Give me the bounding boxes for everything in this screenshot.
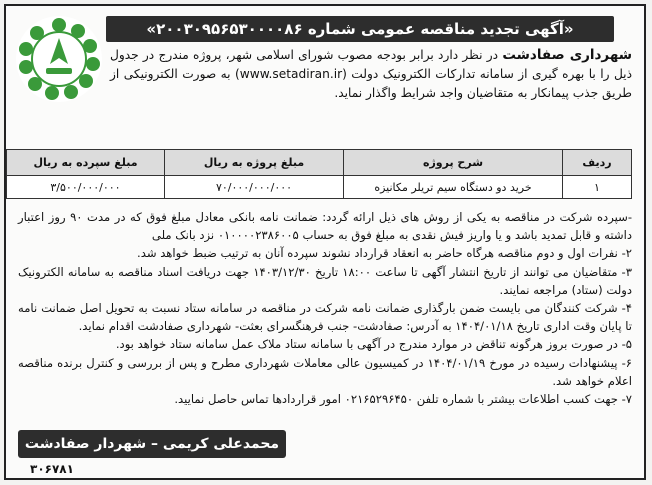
ad-code: ۳۰۶۷۸۱ — [30, 462, 74, 476]
col-row-number: ردیف — [563, 150, 632, 176]
table-row — [7, 176, 632, 199]
term-item: ۶- پیشنهادات رسیده در مورخ ۱۴۰۴/۰۱/۱۹ در کمیسیون عالی معاملات شهرداری مطرح و پس از بررسی و کنترل برنده مناقصه اعلام خواهد شد. — [18, 355, 632, 388]
municipality-logo — [16, 16, 102, 102]
organization-name: شهرداری صفادشت — [502, 47, 633, 63]
col-project-amount: مبلغ پروژه به ریال — [165, 150, 344, 176]
col-project-description: شرح پروژه — [344, 150, 563, 176]
intro-text: در نظر دارد برابر بودجه مصوب شورای اسلامی شهر، پروژه مندرج در جدول ذیل را با بهره گیری از سامانه تدارکات الکترونیک دولت (www.setadiran.ir) به صورت الکترونیکی از طریق جذب پیمانکار به متقاضیان واجد شرایط واگذار نماید. — [110, 48, 632, 100]
cell-project-description: خرید دو دستگاه سیم تریلر مکانیزه — [344, 176, 563, 199]
project-table — [6, 149, 632, 199]
cell-deposit-amount: ۳/۵۰۰/۰۰۰/۰۰۰ — [7, 176, 165, 199]
term-item: ۴- شرکت کنندگان می بایست ضمن بارگذاری ضمانت نامه شرکت در مناقصه در سامانه ستاد نسبت به تحویل اصل ضمانت نامه تا پایان وقت اداری تاریخ ۱۴۰۴/۰۱/۱۸ به آدرس: صفادشت- جنب فرهنگسرای بعثت- شهرداری صفادشت اقدام نماید. — [18, 301, 632, 334]
signature-banner: محمدعلی کریمی – شهردار صفادشت — [18, 430, 286, 458]
term-item: ۳- متقاضیان می توانند از تاریخ انتشار آگهی تا ساعت ۱۸:۰۰ تاریخ ۱۴۰۳/۱۲/۳۰ جهت دریافت اسناد مناقصه به سامانه الکترونیک دولت (ستاد) مراجعه نمایند. — [18, 264, 632, 297]
col-deposit-amount: مبلغ سپرده به ریال — [7, 150, 165, 176]
table-header-row — [7, 150, 632, 176]
ad-title: «آگهی تجدید مناقصه عمومی شماره ۲۰۰۳۰۹۵۶۵۳۰۰۰۰۸۶» — [106, 16, 614, 42]
terms-list — [18, 208, 632, 408]
term-item: -سپرده شرکت در مناقصه به یکی از روش های ذیل ارائه گردد: ضمانت نامه بانکی معادل مبلغ فوق که در مدت ۹۰ روز اعتبار داشته و قابل تمدید باشد و یا واریز فیش نقدی به مبلغ فوق به حساب ۰۱۰۰۰۰۲۳۸۶۰۰۵ نزد بانک ملی — [18, 210, 633, 243]
ad-frame — [4, 4, 646, 480]
term-item: ۵- در صورت بروز هرگونه تناقض در موارد مندرج در آگهی با سامانه ستاد ملاک عمل سامانه ستاد خواهد بود. — [115, 337, 632, 352]
cell-row-number: ۱ — [563, 176, 632, 199]
term-item: ۷- جهت کسب اطلاعات بیشتر با شماره تلفن ۰۲۱۶۵۲۹۶۴۵۰ امور قراردادها تماس حاصل نمایید. — [174, 392, 632, 407]
cell-project-amount: ۷۰/۰۰۰/۰۰۰/۰۰۰ — [165, 176, 344, 199]
term-item: ۲- نفرات اول و دوم مناقصه هرگاه حاضر به انعقاد قرارداد نشوند سپرده آنان به ترتیب ضبط خواهد شد. — [137, 246, 632, 261]
intro-paragraph — [110, 46, 632, 103]
